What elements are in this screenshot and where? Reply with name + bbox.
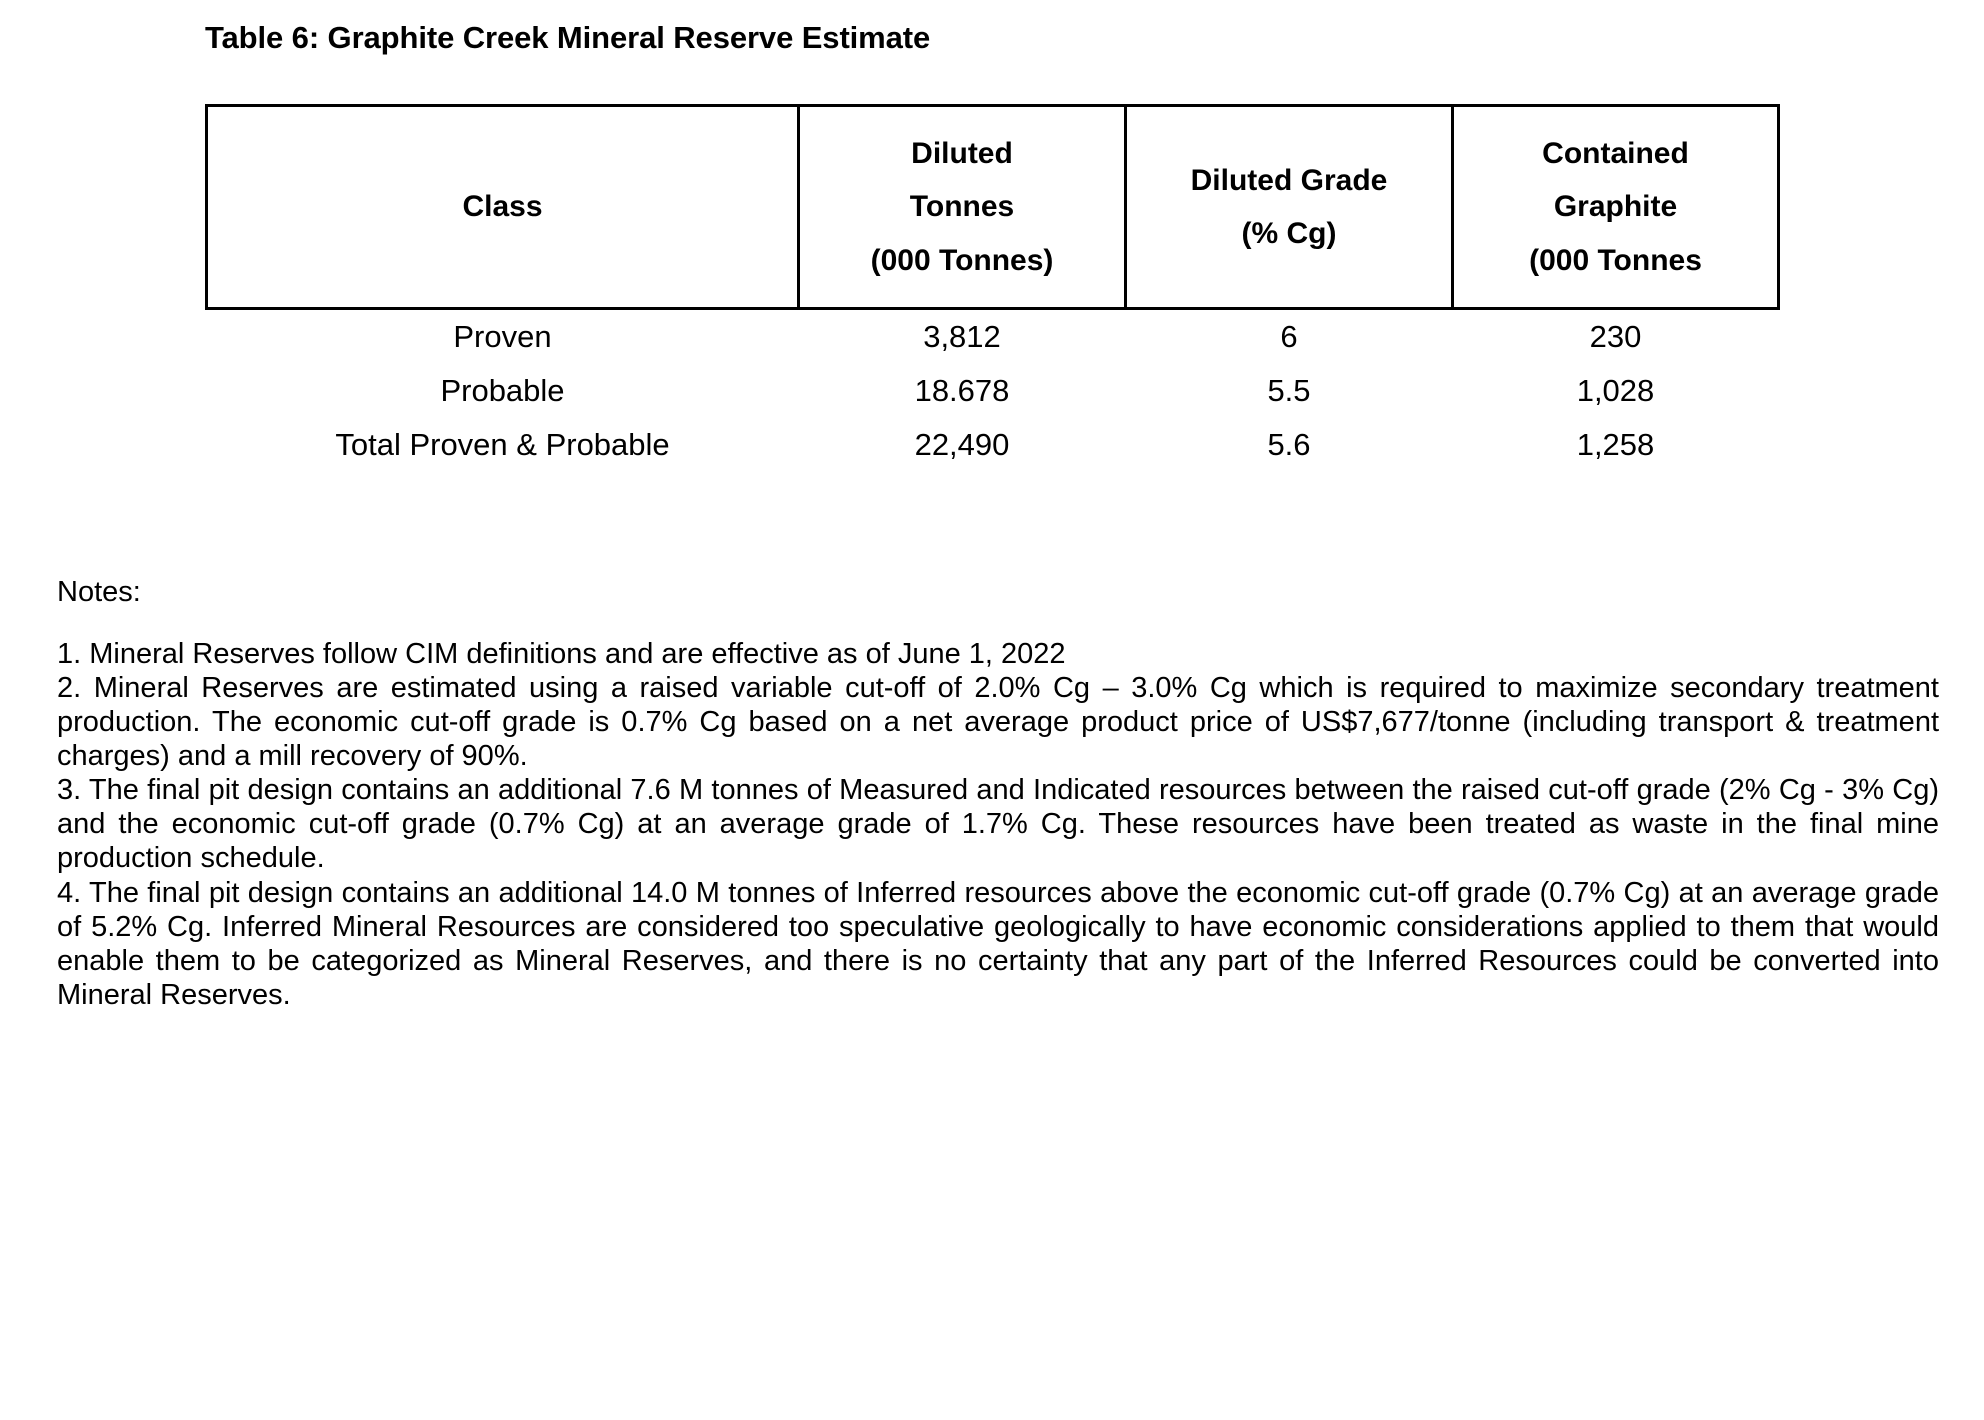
table-row (207, 364, 1779, 418)
cell-class: Total Proven & Probable (335, 427, 670, 462)
column-header-diluted-grade (1126, 106, 1453, 309)
column-header-class-label: Class (462, 190, 543, 224)
column-header-diluted-tonnes-line2: Tonnes (909, 190, 1015, 224)
cell-contained-graphite: 1,258 (1576, 427, 1655, 462)
cell-diluted-grade: 6 (1280, 319, 1298, 354)
table-header (207, 106, 1779, 309)
cell-diluted-tonnes: 3,812 (923, 319, 1001, 354)
table-body (207, 309, 1779, 473)
cell-contained-graphite: 1,028 (1576, 373, 1655, 408)
column-header-diluted-tonnes-line1: Diluted (911, 136, 1013, 170)
cell-contained-graphite: 230 (1589, 319, 1642, 354)
cell-diluted-tonnes: 18.678 (914, 373, 1010, 408)
column-header-contained-graphite-line2: Graphite (1553, 190, 1678, 224)
cell-diluted-tonnes: 22,490 (914, 427, 1010, 462)
column-header-contained-graphite (1453, 106, 1779, 309)
column-header-diluted-tonnes-line3: (000 Tonnes) (870, 243, 1054, 277)
cell-diluted-grade: 5.6 (1267, 427, 1311, 462)
column-header-contained-graphite-line1: Contained (1542, 136, 1689, 170)
table-row (207, 418, 1779, 472)
column-header-class (207, 106, 799, 309)
notes-section (57, 575, 1939, 1012)
note-item-2: 2. Mineral Reserves are estimated using a raised variable cut-off of 2.0% Cg – 3.0% Cg which is required to maximize secondary treatment production. The economic cut-off grade is 0.7% Cg based on a net average product price of US$7,677/tonne (including transport & treatment charges) and a mill recovery of 90%. (57, 672, 1939, 773)
note-item-3: 3. The final pit design contains an additional 7.6 M tonnes of Measured and Indicated resources between the raised cut-off grade (2% Cg - 3% Cg) and the economic cut-off grade (0.7% Cg) at an average grade of 1.7% Cg. These resources have been treated as waste in the final mine production schedule. (57, 774, 1939, 875)
column-header-diluted-tonnes (799, 106, 1126, 309)
table-header-row (207, 106, 1779, 309)
mineral-reserve-table (205, 104, 1780, 472)
table-row (207, 309, 1779, 365)
notes-heading: Notes: (57, 576, 141, 608)
page-title: Table 6: Graphite Creek Mineral Reserve Estimate (205, 20, 931, 55)
column-header-contained-graphite-line3: (000 Tonnes (1529, 243, 1702, 277)
column-header-diluted-grade-line1: Diluted Grade (1190, 163, 1388, 197)
cell-diluted-grade: 5.5 (1267, 373, 1311, 408)
cell-class: Proven (453, 319, 552, 354)
note-item-4: 4. The final pit design contains an additional 14.0 M tonnes of Inferred resources above the economic cut-off grade (0.7% Cg) at an average grade of 5.2% Cg. Inferred Mineral Resources are considered too speculative geologically to have economic considerations applied to them that would enable them to be categorized as Mineral Reserves, and there is no certainty that any part of the Inferred Resources could be converted into Mineral Reserves. (57, 876, 1939, 1011)
note-item-1: 1. Mineral Reserves follow CIM definitions and are effective as of June 1, 2022 (57, 638, 1066, 671)
cell-class: Probable (440, 373, 565, 408)
column-header-diluted-grade-line2: (% Cg) (1241, 217, 1337, 250)
